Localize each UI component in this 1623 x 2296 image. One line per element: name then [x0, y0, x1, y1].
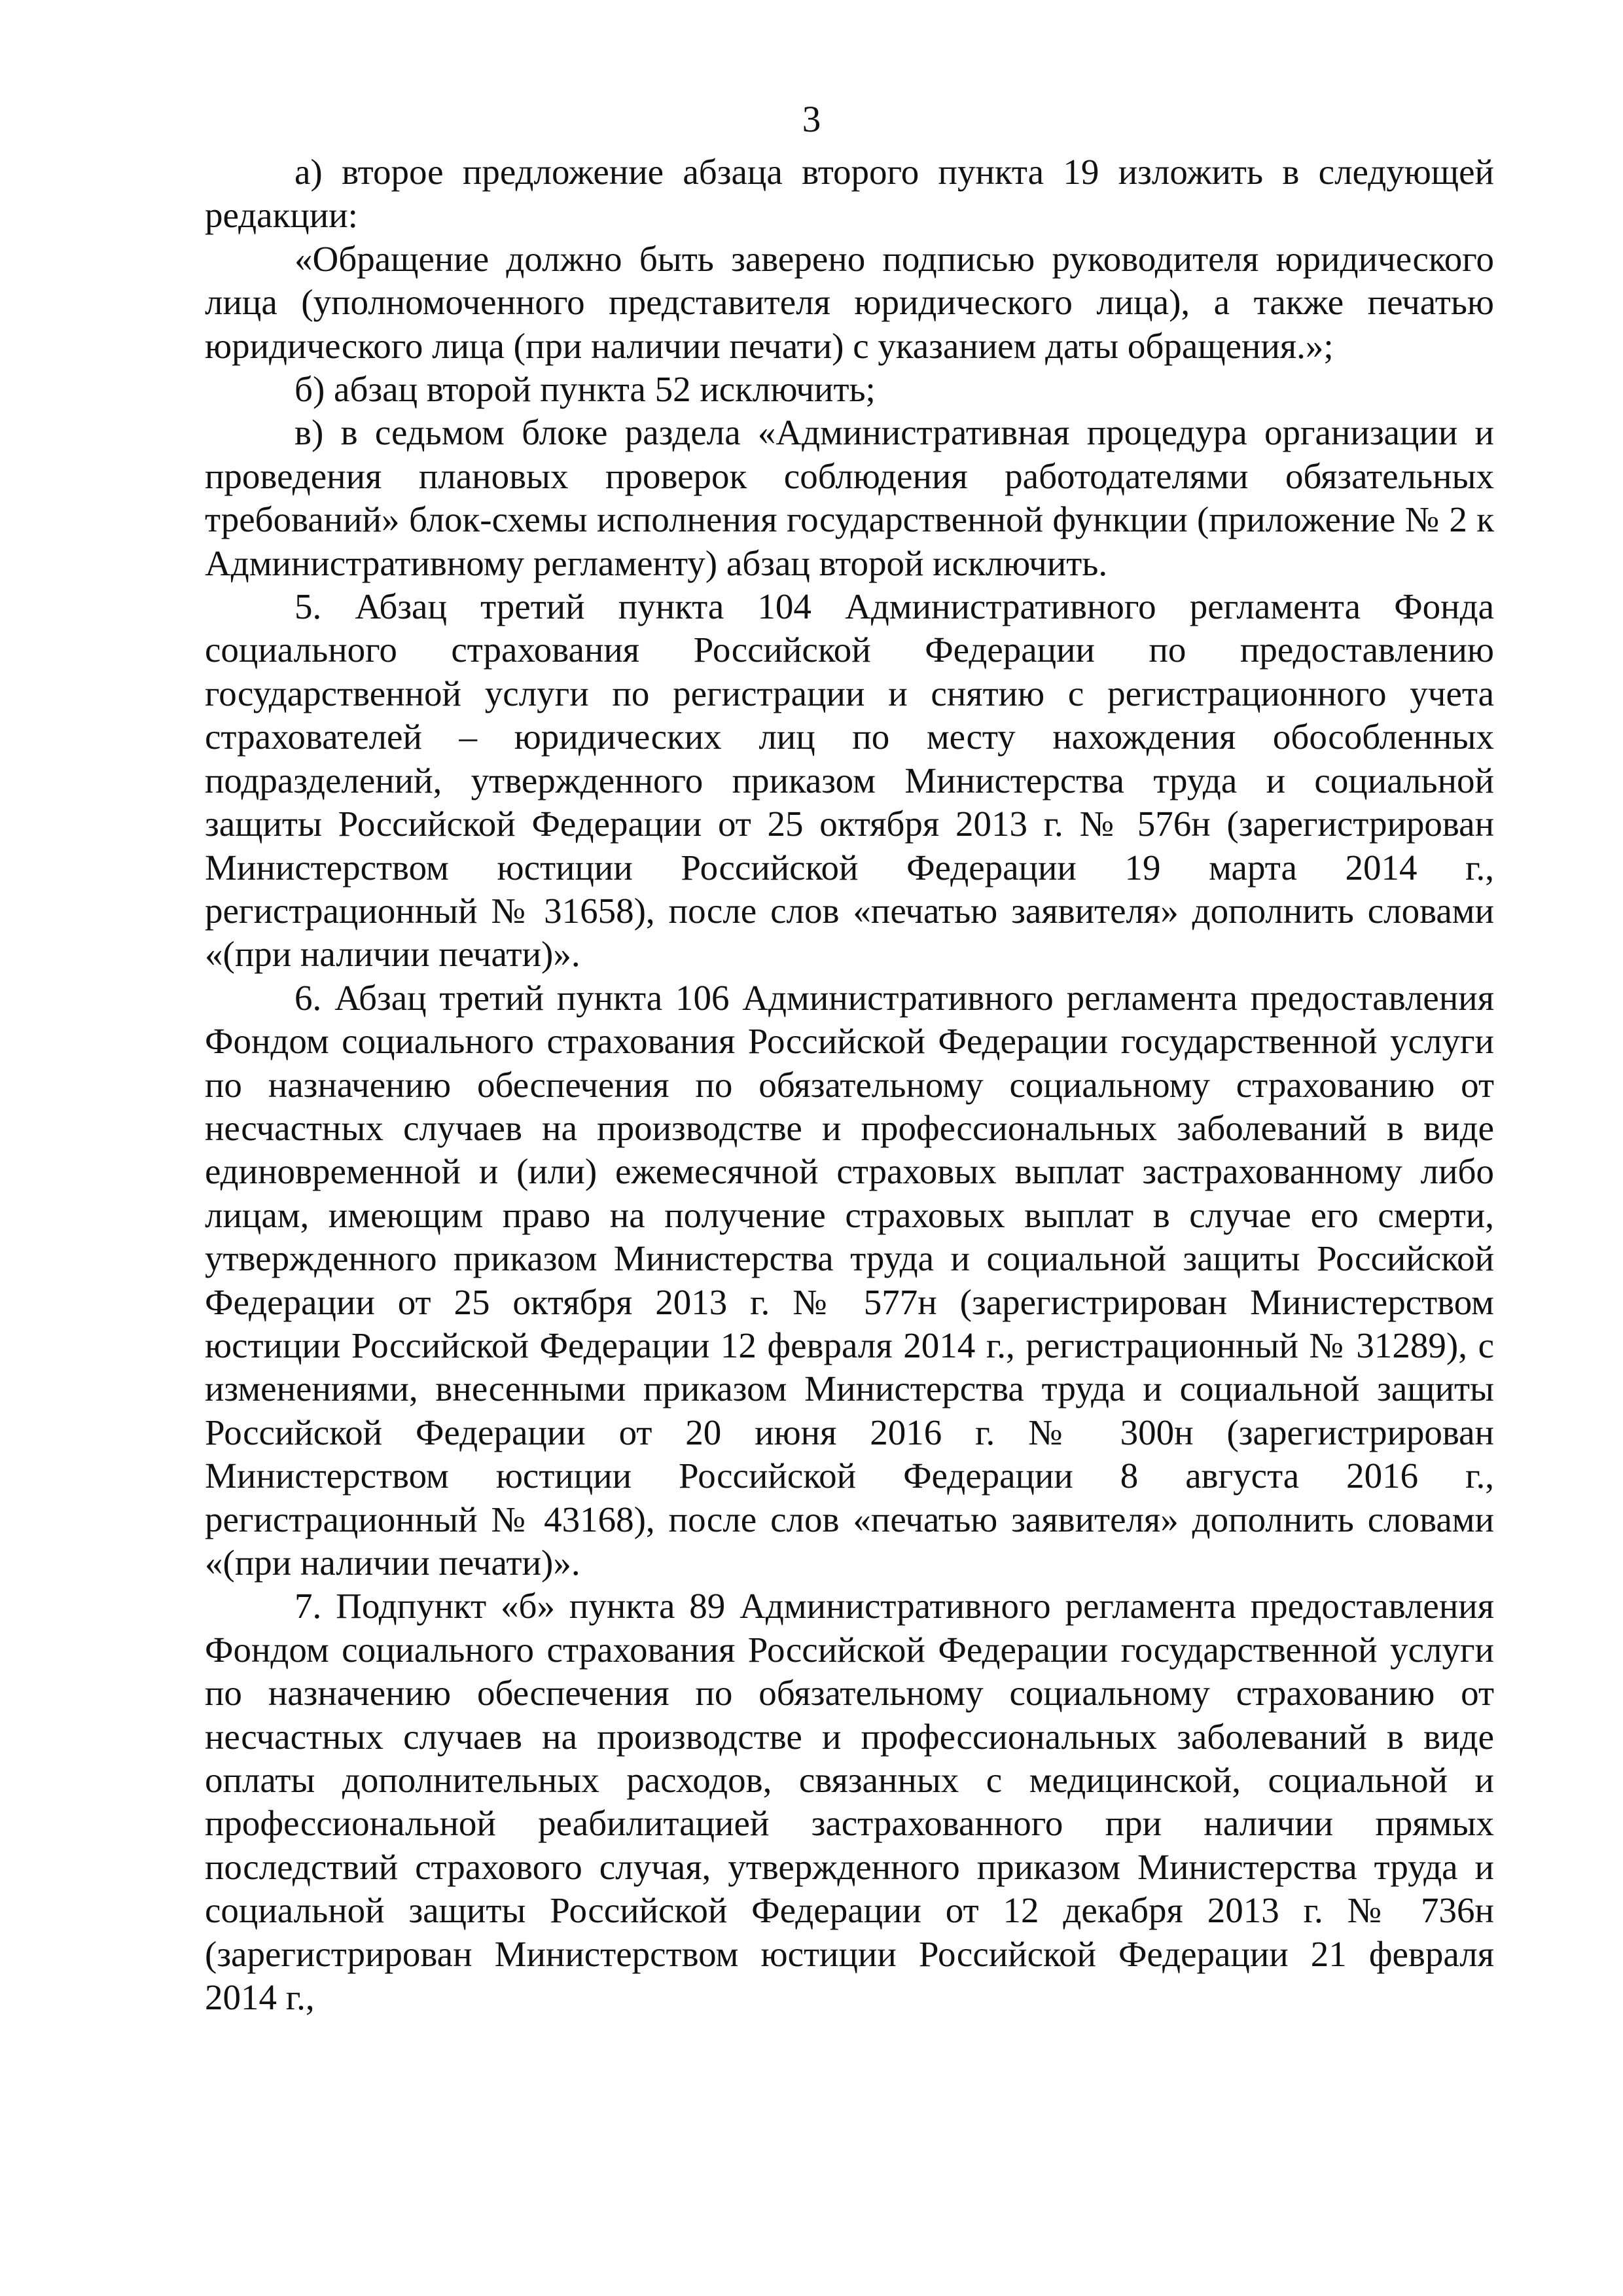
paragraph-item-7: 7. Подпункт «б» пункта 89 Административного регламента предоставления Фондом социального страхования Российской Федерации государственной услуги по назначению обеспечения по обязательному социальному страхованию от несчастных случаев на производстве и профессиональных заболеваний в виде оплаты дополнительных расходов, связанных с медицинской, социальной и профессиональной реабилитацией застрахованного при наличии прямых последствий страхового случая, утвержденного приказом Министерства труда и социальной защиты Российской Федерации от 12 декабря 2013 г. № 736н (зарегистрирован Министерством юстиции Российской Федерации 21 февраля 2014 г., — [205, 1586, 1494, 2018]
paragraph-item-v: в) в седьмом блоке раздела «Административная процедура организации и проведения плановых проверок соблюдения работодателями обязательных требований» блок-схемы исполнения государственной функции (приложение № 2 к Административному регламенту) абзац второй исключить. — [205, 412, 1494, 583]
page-number: 3 — [802, 99, 821, 140]
paragraph-quoted-text: «Обращение должно быть заверено подписью руководителя юридического лица (уполномоченного представителя юридического лица), а также печатью юридического лица (при наличии печати) с указанием даты обращения.»; — [205, 238, 1494, 366]
paragraph-item-5: 5. Абзац третий пункта 104 Административного регламента Фонда социального страхования Российской Федерации по предоставлению государственной услуги по регистрации и снятию с регистрационного учета страхователей – юридических лиц по месту нахождения обособленных подразделений, утвержденного приказом Министерства труда и социальной защиты Российской Федерации от 25 октября 2013 г. № 576н (зарегистрирован Министерством юстиции Российской Федерации 19 марта 2014 г., регистрационный № 31658), после слов «печатью заявителя» дополнить словами «(при наличии печати)». — [205, 586, 1494, 975]
paragraph-item-6: 6. Абзац третий пункта 106 Административного регламента предоставления Фондом социального страхования Российской Федерации государственной услуги по назначению обеспечения по обязательному социальному страхованию от несчастных случаев на производстве и профессиональных заболеваний в виде единовременной и (или) ежемесячной страховых выплат застрахованному либо лицам, имеющим право на получение страховых выплат в случае его смерти, утвержденного приказом Министерства труда и социальной защиты Российской Федерации от 25 октября 2013 г. № 577н (зарегистрирован Министерством юстиции Российской Федерации 12 февраля 2014 г., регистрационный № 31289), с изменениями, внесенными приказом Министерства труда и социальной защиты Российской Федерации от 20 июня 2016 г. № 300н (зарегистрирован Министерством юстиции Российской Федерации 8 августа 2016 г., регистрационный № 43168), после слов «печатью заявителя» дополнить словами «(при наличии печати)». — [205, 977, 1494, 1583]
paragraph-item-b: б) абзац второй пункта 52 исключить; — [294, 369, 876, 410]
paragraph-item-a: а) второе предложение абзаца второго пункта 19 изложить в следующей редакции: — [205, 152, 1494, 236]
document-body — [205, 151, 1494, 2019]
